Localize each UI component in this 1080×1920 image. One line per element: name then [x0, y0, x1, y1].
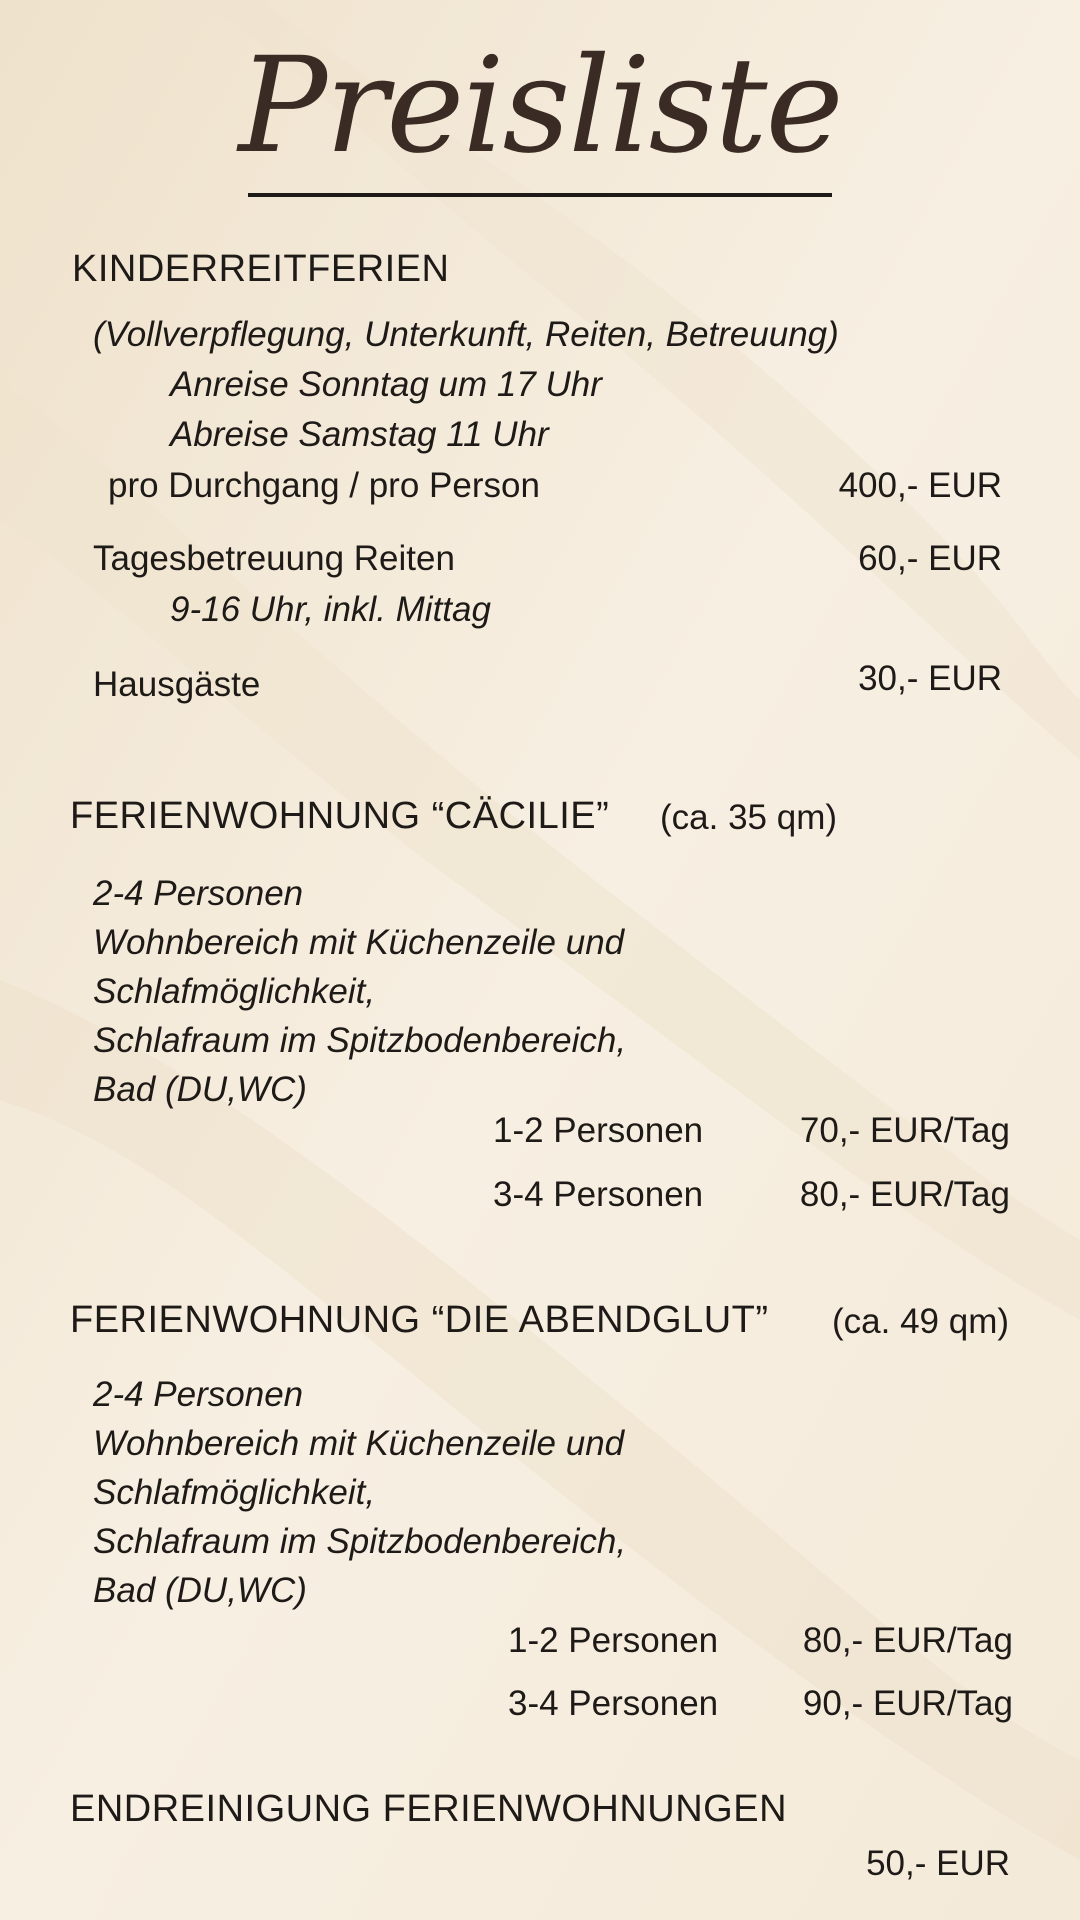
caecilie-desc-line: 2-4 Personen	[93, 874, 304, 913]
abendglut-rate-price: 90,- EUR/Tag	[802, 1684, 1013, 1723]
caecilie-rate-label: 3-4 Personen	[493, 1175, 704, 1214]
caecilie-rate-label: 1-2 Personen	[493, 1111, 704, 1150]
day-care-note: 9-16 Uhr, inkl. Mittag	[170, 590, 491, 629]
caecilie-heading: FERIENWOHNUNG “CÄCILIE”	[70, 795, 610, 837]
abendglut-size: (ca. 49 qm)	[832, 1302, 1009, 1341]
title-underline	[248, 193, 832, 197]
abendglut-desc-line: Schlafraum im Spitzbodenbereich,	[93, 1522, 627, 1561]
caecilie-rate-price: 80,- EUR/Tag	[799, 1175, 1010, 1214]
caecilie-size: (ca. 35 qm)	[660, 798, 837, 837]
kinderreitferien-note: (Vollverpflegung, Unterkunft, Reiten, Betreuung)	[93, 315, 839, 354]
per-person-label: pro Durchgang / pro Person	[108, 466, 540, 505]
abendglut-desc-line: Schlafmöglichkeit,	[93, 1473, 376, 1512]
abendglut-rate-label: 3-4 Personen	[508, 1684, 719, 1723]
kinderreitferien-heading: KINDERREITFERIEN	[72, 248, 450, 290]
arrival-text: Anreise Sonntag um 17 Uhr	[170, 365, 602, 404]
caecilie-desc-line: Bad (DU,WC)	[93, 1070, 307, 1109]
abendglut-rate-label: 1-2 Personen	[508, 1621, 719, 1660]
abendglut-desc-line: 2-4 Personen	[93, 1375, 304, 1414]
abendglut-rate-price: 80,- EUR/Tag	[802, 1621, 1013, 1660]
caecilie-rate-price: 70,- EUR/Tag	[799, 1111, 1010, 1150]
per-person-price: 400,- EUR	[838, 466, 1002, 505]
caecilie-desc-line: Schlafraum im Spitzbodenbereich,	[93, 1021, 627, 1060]
day-care-price: 60,- EUR	[858, 539, 1002, 578]
cleaning-heading: ENDREINIGUNG FERIENWOHNUNGEN	[70, 1788, 788, 1830]
house-guests-price: 30,- EUR	[858, 659, 1002, 698]
abendglut-desc-line: Bad (DU,WC)	[93, 1571, 307, 1610]
departure-text: Abreise Samstag 11 Uhr	[170, 415, 549, 454]
caecilie-desc-line: Schlafmöglichkeit,	[93, 972, 376, 1011]
caecilie-desc-line: Wohnbereich mit Küchenzeile und	[93, 923, 625, 962]
abendglut-desc-line: Wohnbereich mit Küchenzeile und	[93, 1424, 625, 1463]
page-title: Preisliste	[238, 29, 842, 183]
abendglut-heading: FERIENWOHNUNG “DIE ABENDGLUT”	[70, 1299, 769, 1341]
house-guests-label: Hausgäste	[93, 665, 261, 704]
cleaning-price: 50,- EUR	[866, 1844, 1010, 1883]
day-care-label: Tagesbetreuung Reiten	[93, 539, 455, 578]
